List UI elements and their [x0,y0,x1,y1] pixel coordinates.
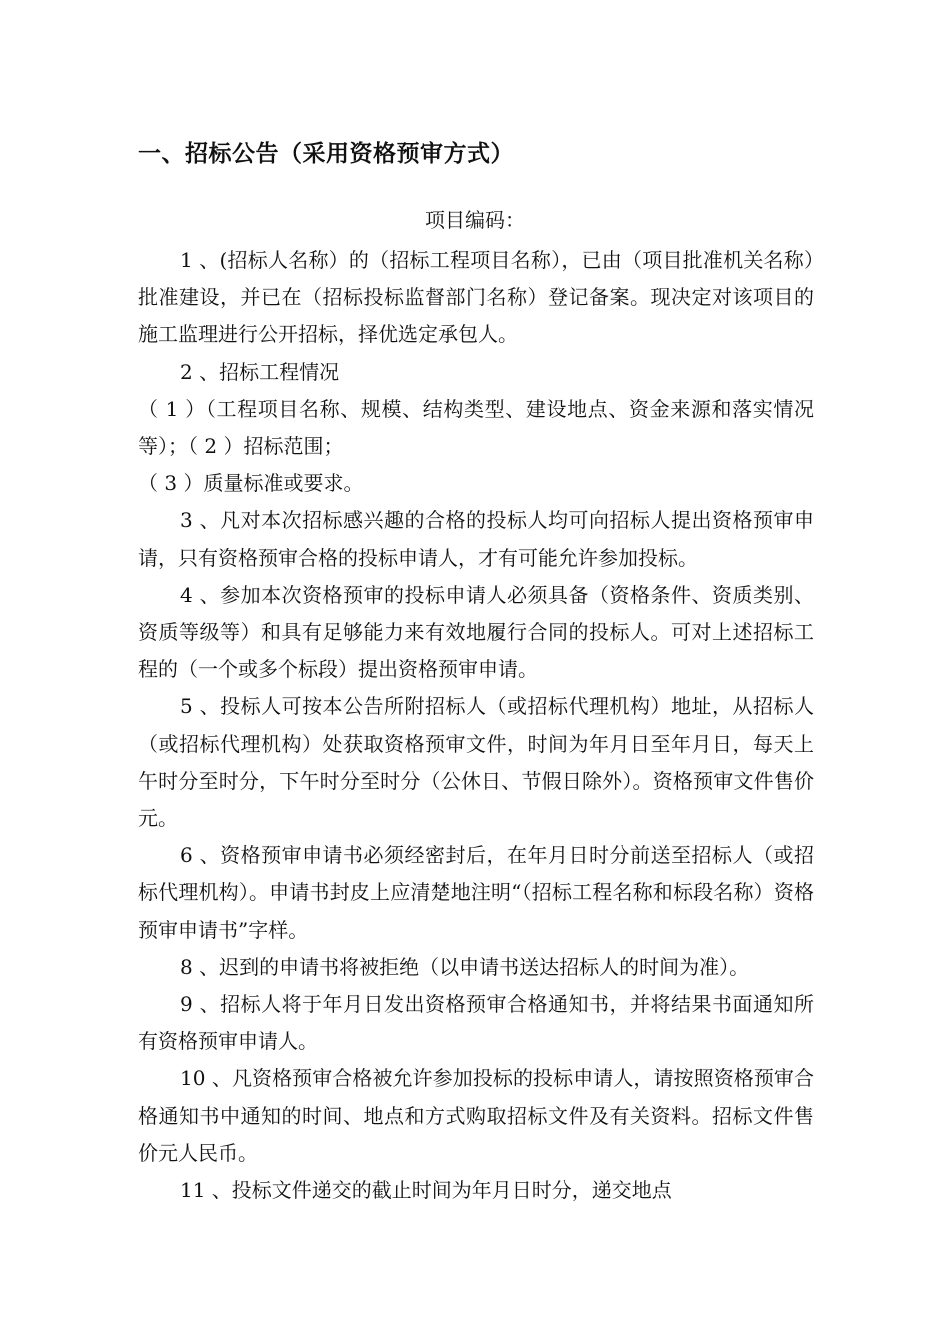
paragraph-8: 8 、迟到的申请书将被拒绝（以申请书送达招标人的时间为准）。 [180,954,750,979]
paragraph-5: 5 、投标人可按本公告所附招标人（或招标代理机构）地址，从招标人（或招标代理机构）处获取资格预审文件，时间为年月日至年月日，每天上午时分至时分，下午时分至时分（公休日、节假日除外）。资格预审文件售价元。 [138,694,814,831]
paragraph-10: 10 、凡资格预审合格被允许参加投标的投标申请人，请按照资格预审合格通知书中通知的时间、地点和方式购取招标文件及有关资料。招标文件售价元人民币。 [138,1066,814,1165]
paragraph-2-items: （ 1 ）（工程项目名称、规模、结构类型、建设地点、资金来源和落实情况等）；（ 2 ）招标范围； [138,396,814,459]
paragraph-1: 1 、(招标人名称）的（招标工程项目名称），已由（项目批准机关名称）批准建设，并已在（招标投标监督部门名称）登记备案。现决定对该项目的施工监理进行公开招标，择优选定承包人。 [138,248,814,347]
document-body [138,242,814,1209]
paragraph-3: 3 、凡对本次招标感兴趣的合格的投标人均可向招标人提出资格预审申请，只有资格预审合格的投标申请人，才有可能允许参加投标。 [138,508,814,570]
paragraph-9: 9 、招标人将于年月日发出资格预审合格通知书，并将结果书面通知所有资格预审申请人。 [138,992,814,1054]
paragraph-11: 11 、投标文件递交的截止时间为年月日时分，递交地点 [180,1178,672,1203]
page-title: 一、招标公告（采用资格预审方式） [138,141,514,167]
paragraph-2-item-3: （ 3 ）质量标准或要求。 [138,471,364,496]
paragraph-2: 2 、招标工程情况 [180,359,340,384]
paragraph-6: 6 、资格预审申请书必须经密封后，在年月日时分前送至招标人（或招标代理机构）。申请书封皮上应清楚地注明“（招标工程名称和标段名称）资格预审申请书”字样。 [138,843,814,942]
project-code-label: 项目编码： [425,208,525,232]
paragraph-4: 4 、参加本次资格预审的投标申请人必须具备（资格条件、资质类别、资质等级等）和具有足够能力来有效地履行合同的投标人。可对上述招标工程的（一个或多个标段）提出资格预审申请。 [138,582,814,682]
